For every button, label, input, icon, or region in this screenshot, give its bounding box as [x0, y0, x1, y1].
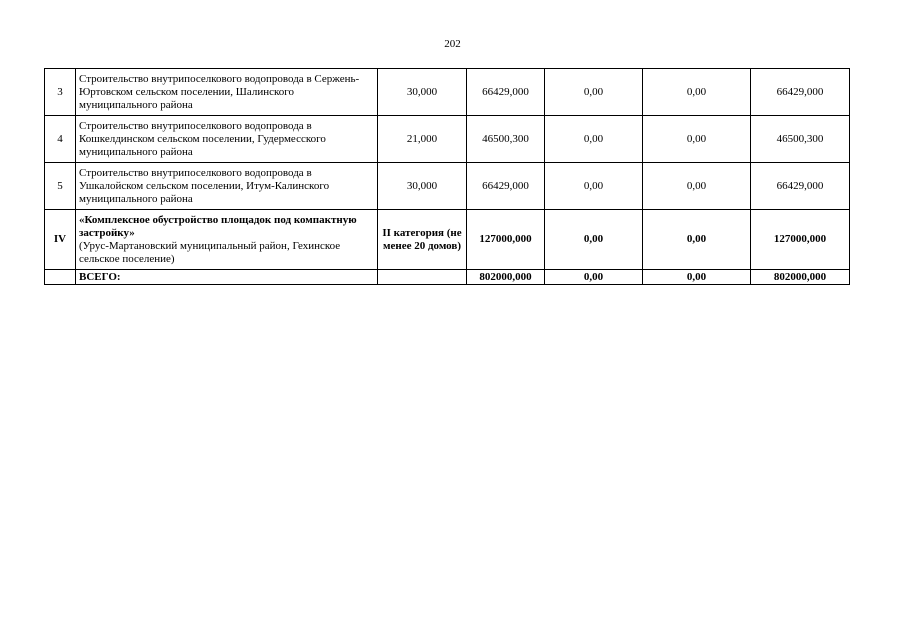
- object-name: Строительство внутрипоселкового водопровода в Кошкелдинском сельском поселении, Гудермесского муниципального района: [76, 116, 378, 163]
- total-other: 802000,000: [751, 270, 850, 285]
- section-name: [76, 210, 378, 270]
- amount-federal: 0,00: [545, 210, 643, 270]
- row-number: 5: [45, 163, 76, 210]
- amount-federal: 0,00: [545, 69, 643, 116]
- row-number: 4: [45, 116, 76, 163]
- amount-federal: 0,00: [545, 116, 643, 163]
- amount-federal: 0,00: [545, 163, 643, 210]
- object-name: Строительство внутрипоселкового водопровода в Ушкалойском сельском поселении, Итум-Калинского муниципального района: [76, 163, 378, 210]
- amount-total: 46500,300: [467, 116, 545, 163]
- amount-regional: 0,00: [643, 116, 751, 163]
- total-label: ВСЕГО:: [76, 270, 378, 285]
- table-row: [45, 116, 850, 163]
- budget-table: [44, 68, 850, 285]
- amount-other: 46500,300: [751, 116, 850, 163]
- row-number: 3: [45, 69, 76, 116]
- table-row: [45, 69, 850, 116]
- capacity-value: 21,000: [378, 116, 467, 163]
- object-name: Строительство внутрипоселкового водопровода в Сержень-Юртовском сельском поселении, Шалинского муниципального района: [76, 69, 378, 116]
- total-regional: 0,00: [643, 270, 751, 285]
- page-number: 202: [444, 38, 461, 50]
- amount-other: 127000,000: [751, 210, 850, 270]
- total-category: [378, 270, 467, 285]
- section-category: II категория (не менее 20 домов): [378, 210, 467, 270]
- section-number: IV: [45, 210, 76, 270]
- amount-regional: 0,00: [643, 210, 751, 270]
- section-row: [45, 210, 850, 270]
- amount-regional: 0,00: [643, 163, 751, 210]
- table-row: [45, 163, 850, 210]
- amount-other: 66429,000: [751, 69, 850, 116]
- amount-total: 66429,000: [467, 163, 545, 210]
- amount-total: 66429,000: [467, 69, 545, 116]
- total-number-cell: [45, 270, 76, 285]
- capacity-value: 30,000: [378, 69, 467, 116]
- amount-regional: 0,00: [643, 69, 751, 116]
- total-federal: 0,00: [545, 270, 643, 285]
- capacity-value: 30,000: [378, 163, 467, 210]
- total-amount: 802000,000: [467, 270, 545, 285]
- amount-other: 66429,000: [751, 163, 850, 210]
- section-location: (Урус-Мартановский муниципальный район, Гехинское сельское поселение): [79, 239, 341, 265]
- amount-total: 127000,000: [467, 210, 545, 270]
- total-row: [45, 270, 850, 285]
- section-title: «Комплексное обустройство площадок под компактную застройку»: [79, 213, 357, 239]
